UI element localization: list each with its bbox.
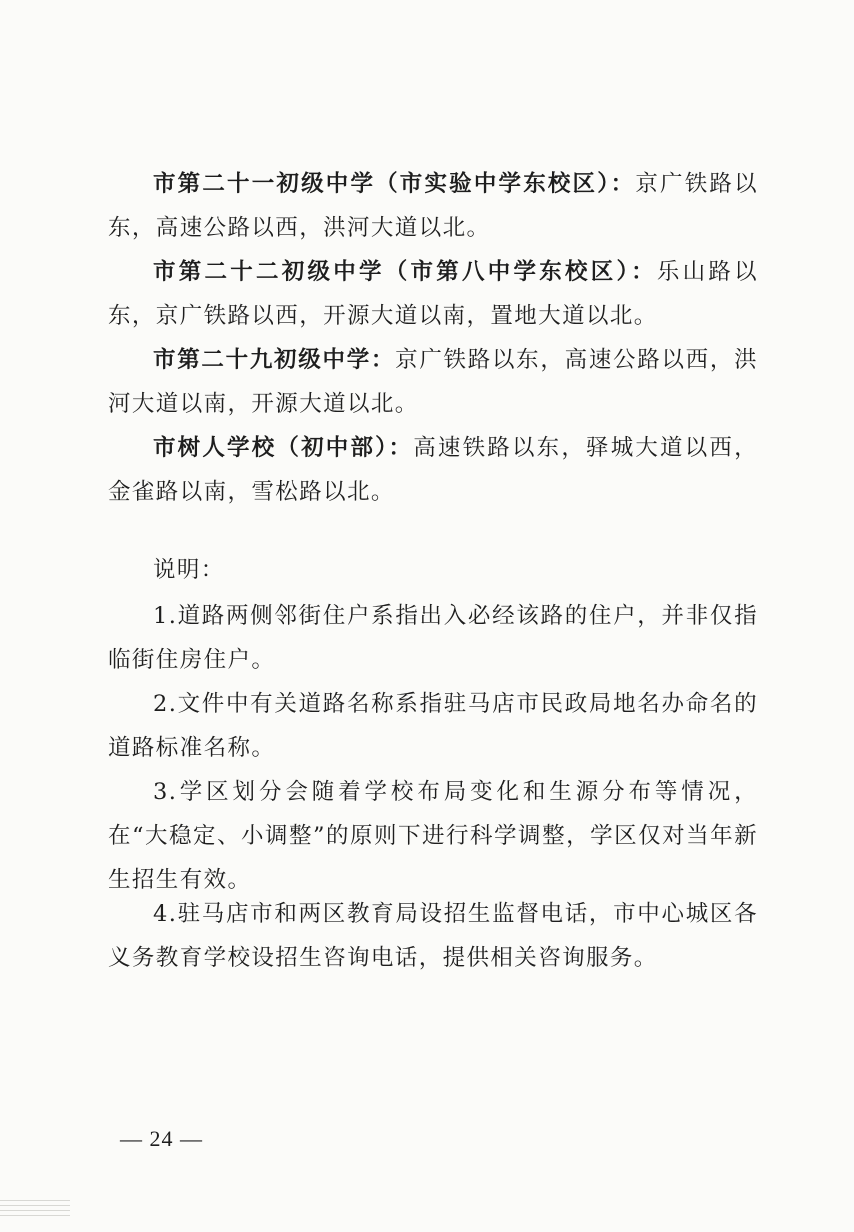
school-name: 市树人学校（初中部）：: [153, 435, 414, 461]
school-boundary: 京广铁路以东，高速公路以西，洪河大道以南，开源大道以北。: [108, 347, 758, 417]
school-boundary: 乐山路以东，京广铁路以西，开源大道以南，置地大道以北。: [108, 259, 758, 329]
school-entry: [108, 250, 758, 338]
school-name: 市第二十一初级中学（市实验中学东校区）：: [153, 171, 636, 197]
school-entry: [108, 338, 758, 426]
note-item: 3.学区划分会随着学校布局变化和生源分布等情况，在“大稳定、小调整”的原则下进行科学调整，学区仅对当年新生招生有效。: [108, 779, 758, 893]
school-entry: [108, 426, 758, 514]
note-item: 2.文件中有关道路名称系指驻马店市民政局地名办命名的道路标准名称。: [108, 691, 758, 761]
page-number: — 24 —: [120, 1126, 203, 1151]
school-boundary: 高速铁路以东，驿城大道以西，金雀路以南，雪松路以北。: [108, 435, 758, 505]
school-boundary: 京广铁路以东，高速公路以西，洪河大道以北。: [108, 171, 758, 241]
note-item: 4.驻马店市和两区教育局设招生监督电话，市中心城区各义务教育学校设招生咨询电话，提供相关咨询服务。: [108, 901, 758, 971]
notes-heading: 说明：: [153, 557, 225, 583]
school-name: 市第二十二初级中学（市第八中学东校区）：: [153, 259, 657, 285]
note-item: 1.道路两侧邻街住户系指出入必经该路的住户，并非仅指临街住房住户。: [108, 603, 758, 673]
school-name: 市第二十九初级中学：: [153, 347, 396, 373]
school-entry: [108, 162, 758, 250]
scan-edge-lines: [0, 1200, 70, 1224]
